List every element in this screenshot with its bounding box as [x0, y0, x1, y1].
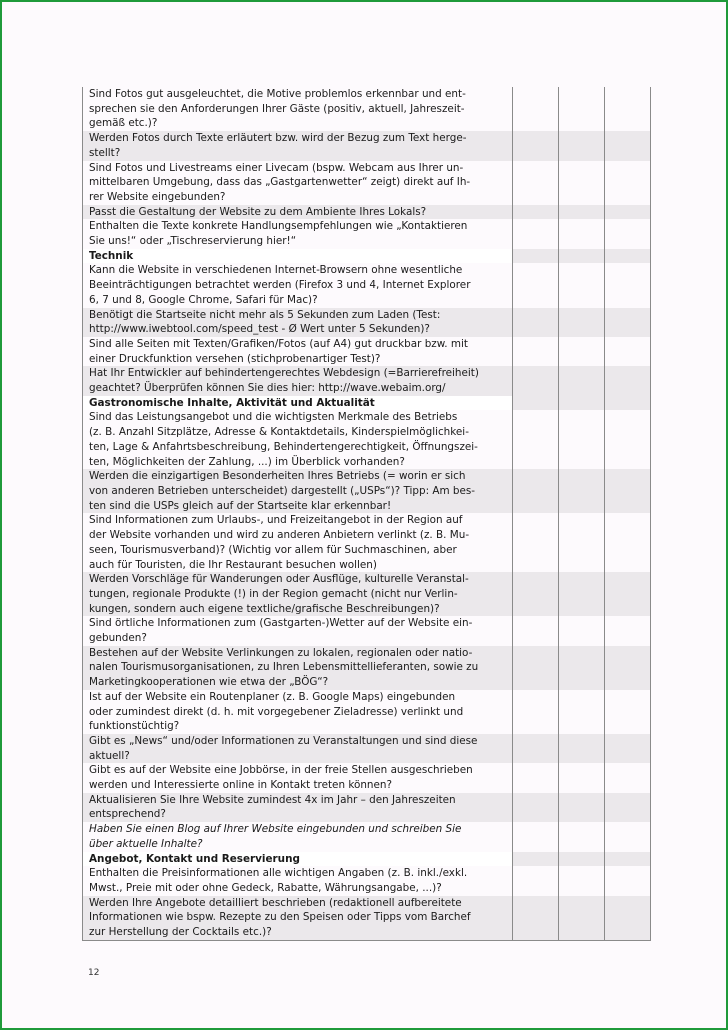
checklist-row — [83, 896, 651, 941]
check-cell — [559, 734, 605, 763]
checklist-question: Gibt es auf der Website eine Jobbörse, in der freie Stellen ausgeschrieben werden und Interessierte online in Kontakt treten können? — [83, 763, 513, 792]
check-cell — [605, 161, 651, 205]
check-cell — [605, 337, 651, 366]
checklist-row — [83, 219, 651, 248]
check-cell — [605, 852, 651, 867]
check-cell — [559, 896, 605, 941]
checklist-question: Sind örtliche Informationen zum (Gastgarten-)Wetter auf der Website ein- gebunden? — [83, 616, 513, 645]
check-cell — [513, 249, 559, 264]
section-title: Angebot, Kontakt und Reservierung — [83, 852, 513, 867]
check-cell — [605, 690, 651, 734]
check-cell — [513, 131, 559, 160]
check-cell — [513, 469, 559, 513]
check-cell — [605, 616, 651, 645]
check-cell — [559, 366, 605, 395]
check-cell — [513, 646, 559, 690]
check-cell — [513, 308, 559, 337]
check-cell — [513, 852, 559, 867]
check-cell — [605, 793, 651, 822]
checklist-row — [83, 161, 651, 205]
checklist-row — [83, 337, 651, 366]
check-cell — [605, 646, 651, 690]
check-cell — [605, 469, 651, 513]
check-cell — [605, 866, 651, 895]
check-cell — [605, 263, 651, 307]
checklist-row — [83, 822, 651, 851]
check-cell — [513, 734, 559, 763]
check-cell — [513, 87, 559, 131]
check-cell — [605, 763, 651, 792]
checklist-row — [83, 616, 651, 645]
check-cell — [559, 646, 605, 690]
section-header-row — [83, 396, 651, 411]
section-title: Technik — [83, 249, 513, 264]
checklist-question: Gibt es „News“ und/oder Informationen zu Veranstaltungen und sind diese aktuell? — [83, 734, 513, 763]
checklist-row — [83, 690, 651, 734]
checklist-row — [83, 763, 651, 792]
checklist-question: Aktualisieren Sie Ihre Website zumindest 4x im Jahr – den Jahreszeiten entsprechend? — [83, 793, 513, 822]
checklist-row — [83, 866, 651, 895]
check-cell — [513, 572, 559, 616]
checklist-row — [83, 366, 651, 395]
checklist-row — [83, 513, 651, 572]
page-number: 12 — [88, 968, 100, 978]
checklist-question: Benötigt die Startseite nicht mehr als 5 Sekunden zum Laden (Test: http://www.iwebtool.com/speed_test - Ø Wert unter 5 Sekunden)? — [83, 308, 513, 337]
check-cell — [513, 219, 559, 248]
check-cell — [559, 131, 605, 160]
check-cell — [559, 396, 605, 411]
check-cell — [559, 161, 605, 205]
checklist-question: Ist auf der Website ein Routenplaner (z. B. Google Maps) eingebunden oder zumindest direkt (d. h. mit vorgegebener Zieladresse) verlinkt und funktionstüchtig? — [83, 690, 513, 734]
check-cell — [605, 734, 651, 763]
check-cell — [513, 410, 559, 469]
checklist-row — [83, 572, 651, 616]
checklist-row — [83, 410, 651, 469]
section-header-row — [83, 852, 651, 867]
check-cell — [559, 205, 605, 220]
check-cell — [513, 366, 559, 395]
checklist-question: Werden die einzigartigen Besonderheiten Ihres Betriebs (= worin er sich von anderen Betrieben unterscheidet) dargestellt („USPs“)? Tipp: Am bes- ten sind die USPs gleich auf der Startseite klar erkennbar! — [83, 469, 513, 513]
check-cell — [559, 822, 605, 851]
check-cell — [605, 249, 651, 264]
check-cell — [513, 513, 559, 572]
check-cell — [559, 572, 605, 616]
check-cell — [513, 396, 559, 411]
checklist-question: Bestehen auf der Website Verlinkungen zu lokalen, regionalen oder natio- nalen Tourismusorganisationen, zu Ihren Lebensmittellieferanten, sowie zu Marketingkooperationen wie etwa der „BÖG“? — [83, 646, 513, 690]
check-cell — [559, 763, 605, 792]
checklist-row — [83, 87, 651, 131]
check-cell — [559, 263, 605, 307]
check-cell — [559, 513, 605, 572]
checklist-table — [82, 87, 651, 941]
check-cell — [605, 896, 651, 941]
check-cell — [559, 469, 605, 513]
checklist-question: Sind das Leistungsangebot und die wichtigsten Merkmale des Betriebs (z. B. Anzahl Sitzplätze, Adresse & Kontaktdetails, Kinderspielmöglichkei- ten, Lage & Anfahrtsbeschreibung, Behindertengerechtigkeit, Öffnungszei- ten, Möglichkeiten der Zahlung, ...) im Überblick vorhanden? — [83, 410, 513, 469]
checklist-row — [83, 263, 651, 307]
check-cell — [513, 263, 559, 307]
section-title: Gastronomische Inhalte, Aktivität und Aktualität — [83, 396, 513, 411]
check-cell — [513, 822, 559, 851]
checklist-question: Werden Fotos durch Texte erläutert bzw. wird der Bezug zum Text herge- stellt? — [83, 131, 513, 160]
section-header-row — [83, 249, 651, 264]
check-cell — [605, 308, 651, 337]
check-cell — [559, 410, 605, 469]
checklist-question: Haben Sie einen Blog auf Ihrer Website eingebunden und schreiben Sie über aktuelle Inhalte? — [83, 822, 513, 851]
check-cell — [559, 616, 605, 645]
check-cell — [513, 205, 559, 220]
check-cell — [605, 131, 651, 160]
check-cell — [513, 337, 559, 366]
check-cell — [559, 87, 605, 131]
check-cell — [559, 219, 605, 248]
check-cell — [605, 205, 651, 220]
checklist-row — [83, 308, 651, 337]
check-cell — [605, 410, 651, 469]
checklist-row — [83, 131, 651, 160]
check-cell — [513, 763, 559, 792]
checklist-question: Werden Ihre Angebote detailliert beschrieben (redaktionell aufbereitete Informationen wie bspw. Rezepte zu den Speisen oder Tipps vom Barchef zur Herstellung der Cocktails etc.)? — [83, 896, 513, 941]
checklist-question: Enthalten die Preisinformationen alle wichtigen Angaben (z. B. inkl./exkl. Mwst., Preie mit oder ohne Gedeck, Rabatte, Währungsangabe, ...)? — [83, 866, 513, 895]
checklist-question: Kann die Website in verschiedenen Internet-Browsern ohne wesentliche Beeinträchtigungen betrachtet werden (Firefox 3 und 4, Internet Explorer 6, 7 und 8, Google Chrome, Safari für Mac)? — [83, 263, 513, 307]
check-cell — [559, 308, 605, 337]
check-cell — [605, 572, 651, 616]
checklist-question: Passt die Gestaltung der Website zu dem Ambiente Ihres Lokals? — [83, 205, 513, 220]
checklist-row — [83, 734, 651, 763]
checklist-question: Sind alle Seiten mit Texten/Grafiken/Fotos (auf A4) gut druckbar bzw. mit einer Druckfunktion versehen (stichprobenartiger Test)? — [83, 337, 513, 366]
check-cell — [605, 513, 651, 572]
check-cell — [513, 690, 559, 734]
checklist-page — [82, 87, 650, 941]
check-cell — [559, 866, 605, 895]
check-cell — [605, 366, 651, 395]
checklist-question: Werden Vorschläge für Wanderungen oder Ausflüge, kulturelle Veranstal- tungen, regionale Produkte (!) in der Region gemacht (nicht nur Verlin- kungen, sondern auch eigene textliche/grafische Beschreibungen)? — [83, 572, 513, 616]
checklist-question: Hat Ihr Entwickler auf behindertengerechtes Webdesign (=Barrierefreiheit) geachtet? Überprüfen können Sie dies hier: http://wave.webaim.org/ — [83, 366, 513, 395]
checklist-row — [83, 469, 651, 513]
check-cell — [559, 249, 605, 264]
checklist-row — [83, 793, 651, 822]
check-cell — [559, 690, 605, 734]
check-cell — [605, 219, 651, 248]
checklist-question: Enthalten die Texte konkrete Handlungsempfehlungen wie „Kontaktieren Sie uns!“ oder „Tischreservierung hier!“ — [83, 219, 513, 248]
check-cell — [559, 852, 605, 867]
check-cell — [559, 793, 605, 822]
check-cell — [559, 337, 605, 366]
check-cell — [513, 896, 559, 941]
checklist-row — [83, 646, 651, 690]
check-cell — [605, 822, 651, 851]
check-cell — [513, 866, 559, 895]
checklist-question: Sind Fotos und Livestreams einer Livecam (bspw. Webcam aus Ihrer un- mittelbaren Umgebung, dass das „Gastgartenwetter“ zeigt) direkt auf Ih- rer Website eingebunden? — [83, 161, 513, 205]
check-cell — [605, 87, 651, 131]
checklist-question: Sind Fotos gut ausgeleuchtet, die Motive problemlos erkennbar und ent- sprechen sie den Anforderungen Ihrer Gäste (positiv, aktuell, Jahreszeit- gemäß etc.)? — [83, 87, 513, 131]
checklist-row — [83, 205, 651, 220]
check-cell — [513, 616, 559, 645]
check-cell — [513, 793, 559, 822]
check-cell — [605, 396, 651, 411]
checklist-question: Sind Informationen zum Urlaubs-, und Freizeitangebot in der Region auf der Website vorhanden und wird zu anderen Anbietern verlinkt (z. B. Mu- seen, Tourismusverband)? (Wichtig vor allem für Suchmaschinen, aber auch für Touristen, die Ihr Restaurant besuchen wollen) — [83, 513, 513, 572]
check-cell — [513, 161, 559, 205]
